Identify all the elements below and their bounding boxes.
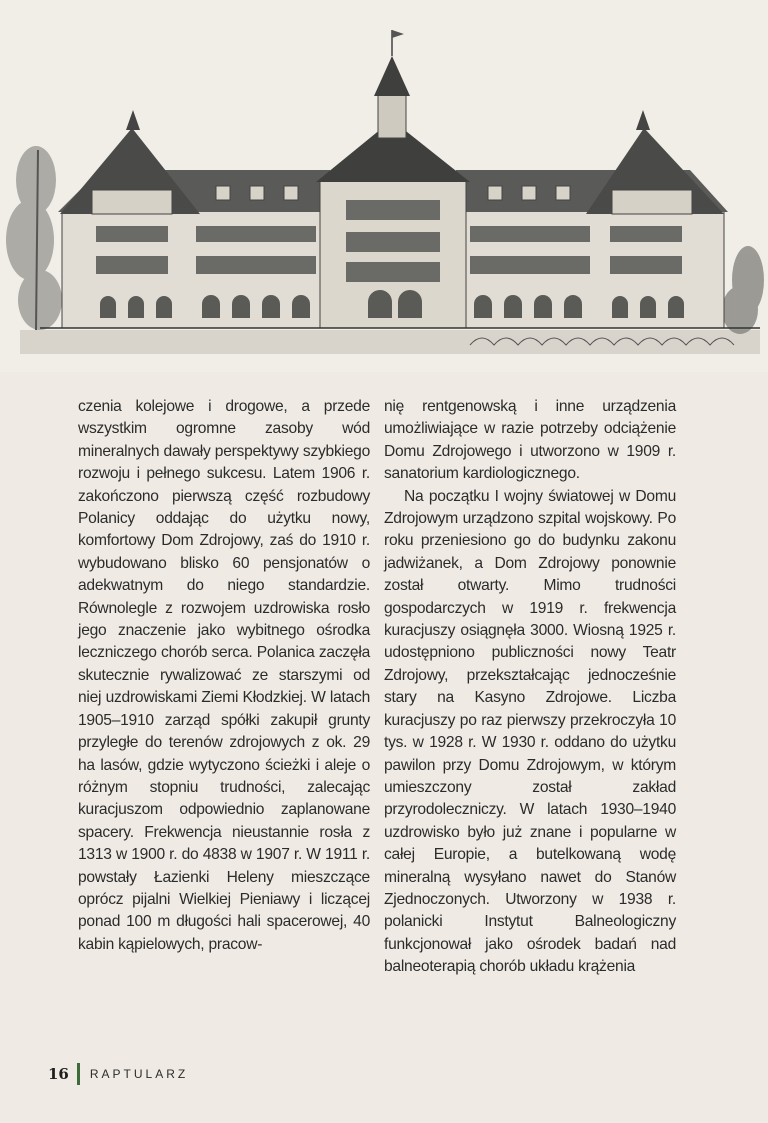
page-footer [48,1062,188,1086]
article-paragraph: nię rentgenowską i inne urządzenia umożliwiające w razie potrzeby odciążenie Domu Zdrojowego i utworzono w 1909 r. sanatorium kardiologicznego. [384,398,676,483]
historic-building-illustration [0,0,768,372]
article-paragraph: czenia kolejowe i drogowe, a przede wszystkim ogromne zasoby wód mineralnych dawały perspektywy szybkiego rozwoju i pełnego sukcesu. Latem 1906 r. zakończono pierwszą część rozbudowy Polanicy oddając do użytku nowy, komfortowy Dom Zdrojowy, zaś do 1910 r. wybudowano blisko 60 pensjonatów o adekwatnym do niego standardzie. Równolegle z rozwojem uzdrowiska rosło jego znaczenie jako wybitnego ośrodka leczniczego chorób serca. Polanica zaczęła skutecznie rywalizować ze starszymi od niej uzdrowiskami Ziemi Kłodzkiej. W latach 1905–1910 zarząd spółki zakupił grunty przyległe do terenów zdrojowych z ok. 29 ha lasów, gdzie wytyczono ścieżki i aleje o różnym stopniu trudności, zalecając kuracjuszom odpowiednio zaplanowane spacery. Frekwencja nieustannie rosła z 1313 w 1900 r. do 4838 w 1907 r. W 1911 r. powstały Łazienki Heleny mieszczące oprócz pijalni Wielkiej Pieniawy i liczącej ponad 100 m długości hali spacerowej, 40 kabin kąpielowych, pracow- [78,398,370,953]
article-paragraph: Na początku I wojny światowej w Domu Zdrojowym urządzono szpital wojskowy. Po roku przeniesiono go do budynku zakonu jadwiżanek, a Dom Zdrojowy ponownie został otwarty. Mimo trudności gospodarczych w 1919 r. frekwencja kuracjuszy osiągnęła 3000. Wiosną 1925 r. udostępniono publiczności nowy Teatr Zdrojowy, przekształcając jednocześnie stary na Kasyno Zdrojowe. Liczba kuracjuszy po raz pierwszy przekroczyła 10 tys. w 1928 r. W 1930 r. oddano do użytku pawilon przy Domu Zdrojowym, w którym umieszczony został zakład przyrodoleczniczy. W latach 1930–1940 uzdrowisko było już znane i popularne w całej Europie, a butelkowaną wodę mineralną wysyłano nawet do Stanów Zjednoczonych. Utworzony w 1938 r. polanicki Instytut Balneologiczny funkcjonował jako ośrodek badań nad balneoterapią chorób układu krążenia [384,487,676,976]
footer-divider [77,1063,80,1085]
magazine-name: RAPTULARZ [89,1067,189,1081]
page-number: 16 [48,1065,69,1083]
article-column-right [384,396,676,979]
article-column-left [78,396,370,956]
building-engraving-icon [0,0,768,372]
